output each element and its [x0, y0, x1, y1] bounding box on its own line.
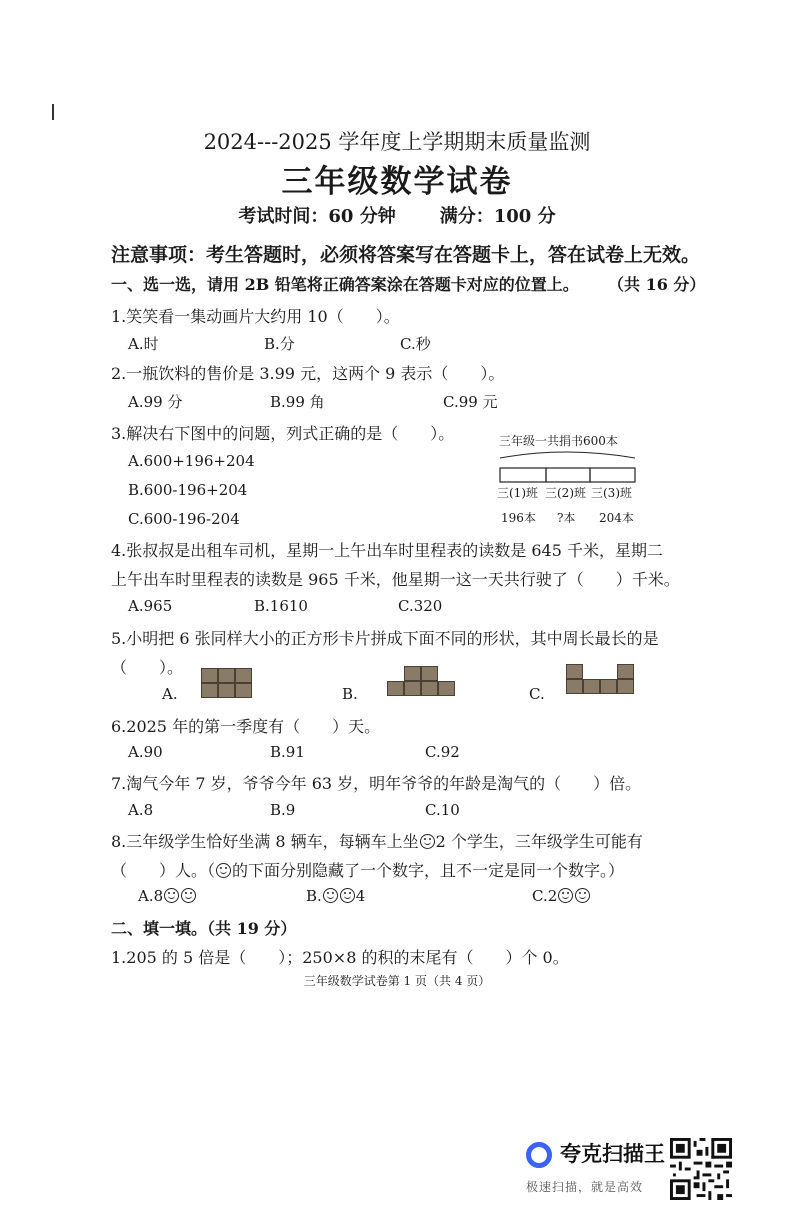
q3-option-c: C.600-196-204 — [128, 510, 240, 528]
q6-option-a: A.90 — [128, 743, 163, 761]
q2-option-c: C.99 元 — [443, 393, 498, 411]
diagram-class2-label: 三(2)班 — [545, 486, 586, 500]
q8-option-c-label: C.2 — [532, 887, 558, 905]
q1-text: 1.笑笑看一集动画片大约用 10（ ）。 — [111, 307, 400, 326]
qr-code-icon — [670, 1138, 732, 1200]
smiley-icon — [323, 888, 338, 903]
q1-option-a: A.时 — [128, 335, 159, 353]
q8-line2-start: （ ）人。（ — [111, 861, 216, 880]
q3-option-b: B.600-196+204 — [128, 481, 248, 499]
q5-option-c: C. — [529, 685, 545, 703]
q5-text-line2: （ ）。 — [111, 658, 184, 677]
diagram-class1-value: 196本 — [501, 511, 536, 525]
q8-option-b-label: B. — [306, 887, 322, 905]
q1-option-b: B.分 — [264, 335, 295, 353]
q8-line1-start: 8.三年级学生恰好坐满 8 辆车，每辆车上坐 — [111, 832, 419, 851]
exam-meta — [0, 202, 794, 228]
notice: 注意事项：考生答题时，必须将答案写在答题卡上，答在试卷上无效。 — [111, 244, 701, 266]
q4-option-a: A.965 — [128, 597, 173, 615]
smiley-icon — [558, 888, 573, 903]
scanner-slogan: 极速扫描，就是高效 — [526, 1180, 644, 1194]
q7-option-b: B.9 — [270, 801, 296, 819]
diagram-class3-value: 204本 — [599, 511, 634, 525]
q3-text: 3.解决右下图中的问题，列式正确的是（ ）。 — [111, 424, 455, 443]
q2-option-b: B.99 角 — [270, 393, 325, 411]
q5-text-line1: 5.小明把 6 张同样大小的正方形卡片拼成下面不同的形状，其中周长最长的是 — [111, 629, 659, 648]
q6-option-c: C.92 — [425, 743, 460, 761]
smiley-icon — [216, 863, 231, 878]
diagram-class2-value: ?本 — [557, 511, 576, 525]
smiley-icon — [575, 888, 590, 903]
quark-logo-icon — [526, 1142, 552, 1168]
q3-option-a: A.600+196+204 — [128, 452, 255, 470]
q8-line2-end: 的下面分别隐藏了一个数字，且不一定是同一个数字。） — [232, 861, 625, 880]
q8-option-a-label: A.8 — [138, 887, 164, 905]
q8-text-line2 — [111, 858, 624, 881]
exam-time: 考试时间：60 分钟 — [238, 206, 396, 227]
q5-option-b: B. — [342, 685, 358, 703]
smiley-icon — [181, 888, 196, 903]
exam-score: 满分：100 分 — [439, 206, 556, 227]
q1-option-c: C.秒 — [400, 335, 431, 353]
q8-text-line1 — [111, 829, 643, 852]
diagram-class1-label: 三(1)班 — [497, 486, 538, 500]
q7-option-c: C.10 — [425, 801, 460, 819]
q7-option-a: A.8 — [128, 801, 154, 819]
q2-text: 2.一瓶饮料的售价是 3.99 元，这两个 9 表示（ ）。 — [111, 364, 505, 383]
smiley-icon — [340, 888, 355, 903]
q8-option-b — [306, 887, 365, 905]
scanner-stamp — [520, 1132, 740, 1204]
q4-option-c: C.320 — [398, 597, 443, 615]
section2-heading: 二、填一填。（共 19 分） — [111, 919, 297, 938]
scan-mark — [52, 104, 54, 120]
section1-heading: 一、选一选，请用 2B 铅笔将正确答案涂在答题卡对应的位置上。 — [111, 275, 579, 294]
q8-line1-end: 2 个学生，三年级学生可能有 — [435, 832, 643, 851]
q6-text: 6.2025 年的第一季度有（ ）天。 — [111, 717, 381, 736]
q8-option-b-tail: 4 — [355, 887, 366, 905]
q3-diagram — [495, 430, 645, 530]
exam-subtitle: 三年级数学试卷 — [281, 164, 513, 200]
page-footer: 三年级数学试卷第 1 页（共 4 页） — [303, 974, 491, 988]
q2-option-a: A.99 分 — [128, 393, 183, 411]
q4-text-line1: 4.张叔叔是出租车司机，星期一上午出车时里程表的读数是 645 千米，星期二 — [111, 541, 663, 560]
s2-q1-text: 1.205 的 5 倍是（ ）；250×8 的积的末尾有（ ）个 0。 — [111, 948, 569, 967]
exam-title: 2024---2025 学年度上学期期末质量监测 — [203, 130, 591, 154]
q5-option-a: A. — [162, 685, 178, 703]
smiley-icon — [420, 834, 435, 849]
q8-option-c — [532, 887, 591, 905]
q4-text-line2: 上午出车时里程表的读数是 965 千米，他星期一这一天共行驶了（ ）千米。 — [111, 570, 680, 589]
section1-points: （共 16 分） — [608, 275, 706, 294]
q4-option-b: B.1610 — [254, 597, 308, 615]
q6-option-b: B.91 — [270, 743, 305, 761]
diagram-bar — [495, 446, 645, 486]
smiley-icon — [164, 888, 179, 903]
scanner-name: 夸克扫描王 — [560, 1142, 665, 1166]
q8-option-a — [138, 887, 197, 905]
q7-text: 7.淘气今年 7 岁，爷爷今年 63 岁，明年爷爷的年龄是淘气的（ ）倍。 — [111, 774, 642, 793]
diagram-class3-label: 三(3)班 — [591, 486, 632, 500]
diagram-total-label: 三年级一共捐书600本 — [499, 434, 618, 448]
